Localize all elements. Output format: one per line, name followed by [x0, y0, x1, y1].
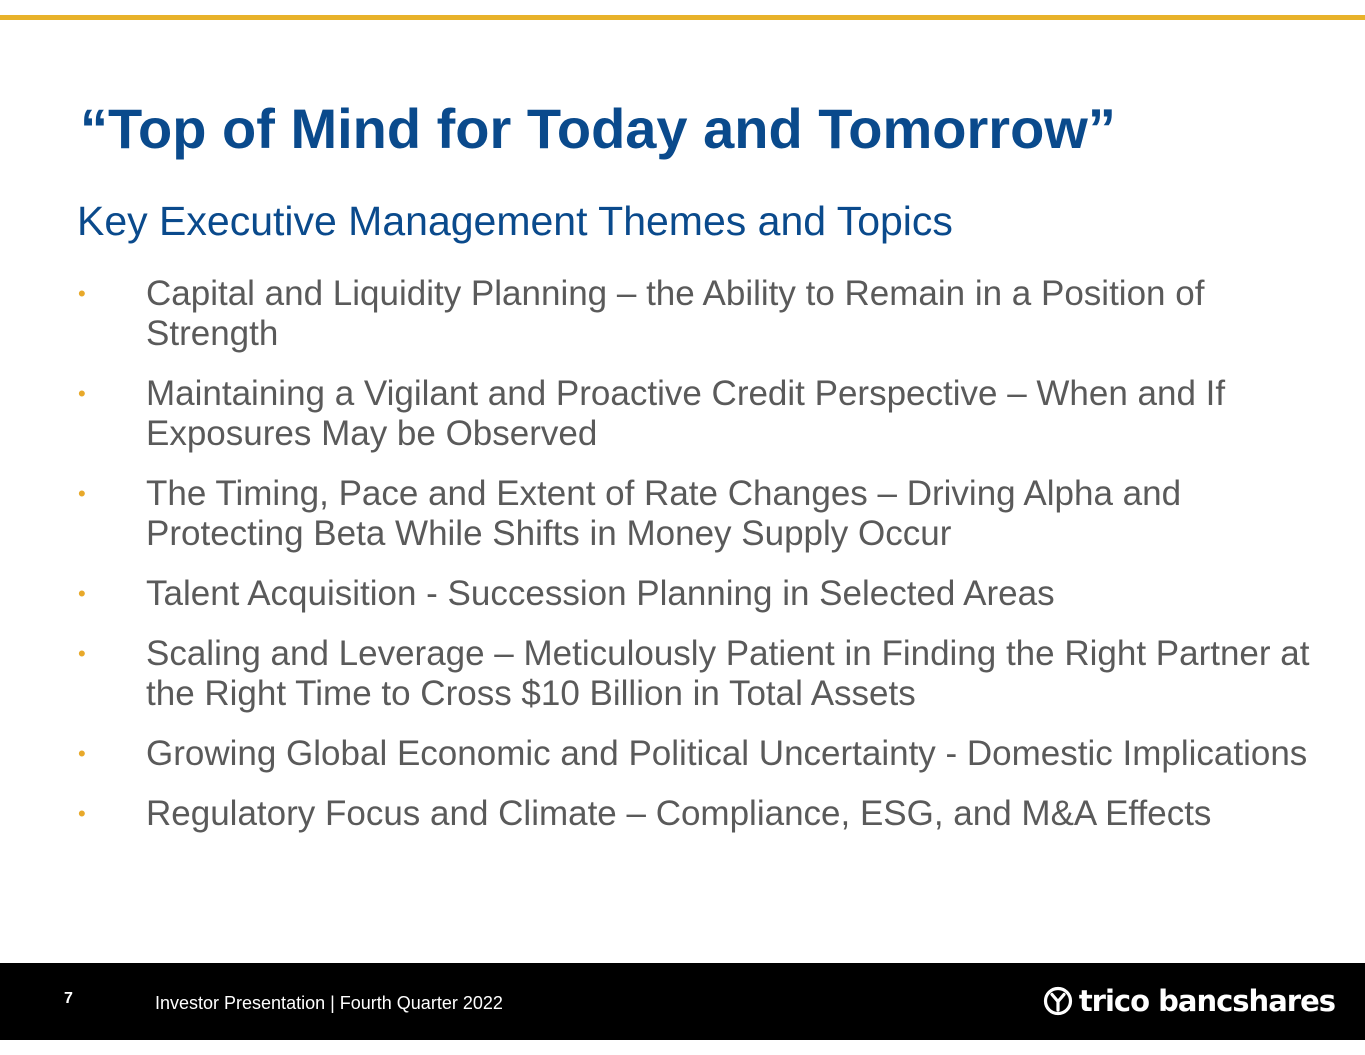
themes-bullet-list [0, 274, 1365, 854]
top-accent-rule [0, 15, 1365, 20]
bullet-text: Talent Acquisition - Succession Planning in Selected Areas [146, 574, 1055, 613]
logo-wordmark: trico bancshares [1078, 984, 1335, 1018]
bullet-text: Maintaining a Vigilant and Proactive Credit Perspective – When and If Exposures May be Observed [146, 374, 1226, 453]
bullet-icon: • [78, 641, 86, 666]
company-logo [1043, 983, 1335, 1019]
bullet-text: Growing Global Economic and Political Uncertainty - Domestic Implications [146, 734, 1308, 773]
bullet-icon: • [78, 741, 86, 766]
bullet-text: The Timing, Pace and Extent of Rate Changes – Driving Alpha and Protecting Beta While Shifts in Money Supply Occur [146, 474, 1182, 553]
slide-title: “Top of Mind for Today and Tomorrow” [80, 97, 1116, 160]
bullet-text: Capital and Liquidity Planning – the Ability to Remain in a Position of Strength [146, 274, 1205, 353]
bullet-icon: • [78, 281, 86, 306]
bullet-item [0, 374, 1365, 454]
footer-caption: Investor Presentation | Fourth Quarter 2022 [155, 993, 503, 1013]
bullet-item [0, 634, 1365, 714]
bullet-icon: • [78, 381, 86, 406]
footer-bar [0, 963, 1365, 1040]
bullet-item [0, 574, 1365, 614]
trico-bancshares-logo-icon [1043, 986, 1073, 1016]
bullet-item [0, 474, 1365, 554]
bullet-item [0, 274, 1365, 354]
bullet-item [0, 794, 1365, 834]
bullet-text: Regulatory Focus and Climate – Compliance, ESG, and M&A Effects [146, 794, 1212, 833]
bullet-text: Scaling and Leverage – Meticulously Patient in Finding the Right Partner at the Right Time to Cross $10 Billion in Total Assets [146, 634, 1310, 713]
page-number: 7 [64, 990, 73, 1007]
bullet-item [0, 734, 1365, 774]
slide-subtitle: Key Executive Management Themes and Topics [77, 198, 953, 244]
bullet-icon: • [78, 801, 86, 826]
bullet-icon: • [78, 581, 86, 606]
bullet-icon: • [78, 481, 86, 506]
